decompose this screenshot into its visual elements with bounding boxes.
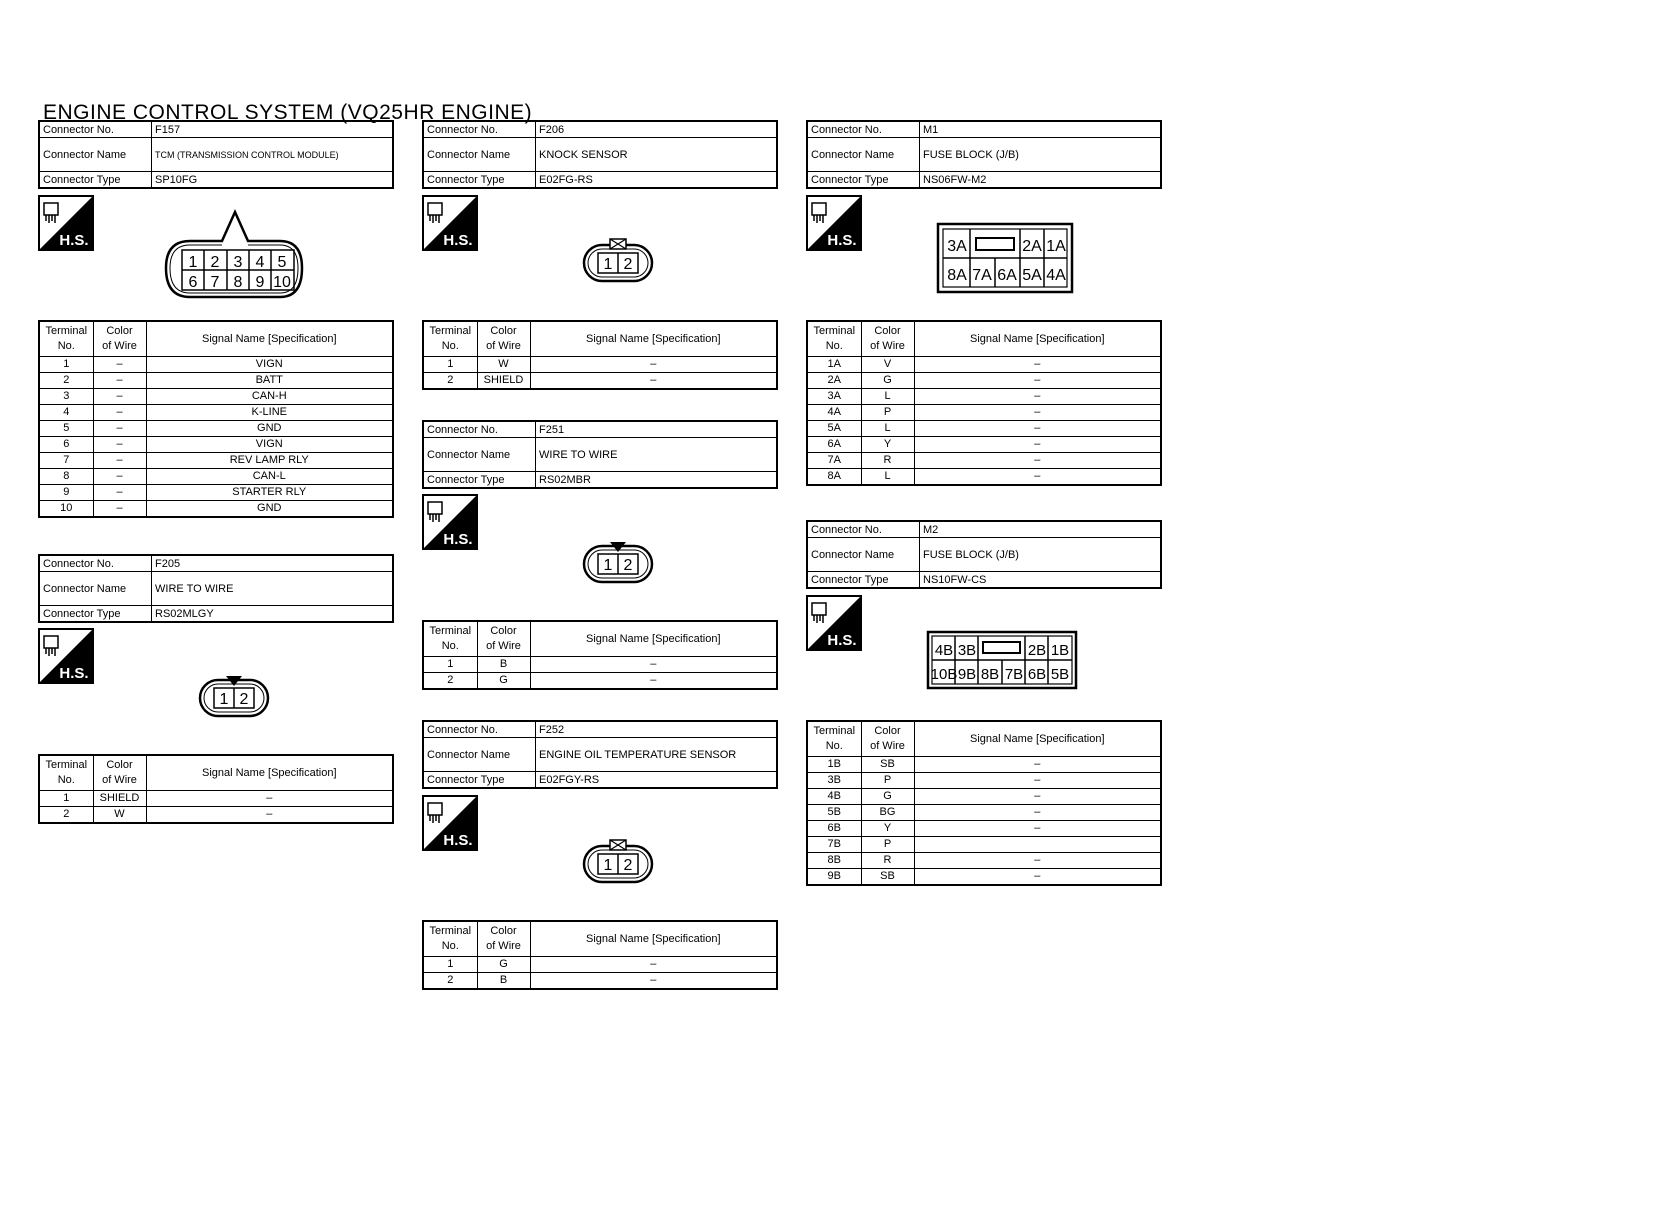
connector-diagram-m2 [926, 630, 1078, 690]
connector-name-value: FUSE BLOCK (J/B) [920, 538, 1162, 572]
col-terminal-line2: No. [441, 340, 459, 352]
harness-side-icon [422, 494, 478, 550]
pin-label: 3B [957, 642, 977, 659]
connector-info-f252 [422, 720, 778, 789]
col-color-line2: of Wire [486, 940, 521, 952]
table-row [807, 373, 1161, 389]
table-row [39, 421, 393, 437]
terminal-cell: 3B [807, 773, 861, 789]
pin-label: 7B [1004, 666, 1024, 683]
wire-color-cell: G [477, 957, 530, 973]
table-row [39, 389, 393, 405]
terminal-cell: 8 [39, 469, 93, 485]
terminal-cell: 2 [39, 807, 93, 824]
pin-label: 3A [947, 238, 967, 255]
col-signal: Signal Name [Specification] [530, 321, 777, 357]
signal-name-cell: – [914, 789, 1161, 805]
terminal-cell: 7A [807, 453, 861, 469]
connector-diagram-f205 [196, 670, 272, 720]
hs-label: H.S. [827, 232, 857, 249]
table-row [39, 485, 393, 501]
col-terminal-line2: No. [825, 740, 843, 752]
table-row [807, 405, 1161, 421]
terminal-cell: 9 [39, 485, 93, 501]
hs-label: H.S. [443, 531, 473, 548]
pin-label: 8B [980, 666, 1000, 683]
signal-name-cell: – [914, 853, 1161, 869]
wire-color-cell: – [93, 437, 146, 453]
signal-name-cell: – [914, 389, 1161, 405]
signal-name-cell [914, 837, 1161, 853]
label-connector-type: Connector Type [423, 172, 536, 189]
signal-name-cell: – [914, 821, 1161, 837]
col-color-line2: of Wire [486, 340, 521, 352]
wire-color-cell: BG [861, 805, 914, 821]
col-color-line2: of Wire [102, 340, 137, 352]
pin-label: 8 [233, 274, 243, 291]
table-row [39, 469, 393, 485]
pin-label: 6A [997, 267, 1017, 284]
table-row [807, 437, 1161, 453]
connector-no-value: M1 [920, 121, 1162, 138]
terminal-cell: 3A [807, 389, 861, 405]
pin-label: 5B [1050, 666, 1070, 683]
terminal-cell: 4B [807, 789, 861, 805]
wire-color-cell: W [93, 807, 146, 824]
terminal-cell: 6 [39, 437, 93, 453]
terminal-cell: 4 [39, 405, 93, 421]
terminal-table-f252 [422, 920, 778, 990]
signal-name-cell: BATT [146, 373, 393, 389]
label-connector-name: Connector Name [423, 138, 536, 172]
connector-type-value: NS06FW-M2 [920, 172, 1162, 189]
signal-name-cell: – [914, 453, 1161, 469]
connector-diagram-f252 [580, 836, 656, 886]
connector-no-value: F205 [152, 555, 394, 572]
table-row [807, 389, 1161, 405]
pin-label: 2A [1022, 238, 1042, 255]
connector-name-value: KNOCK SENSOR [536, 138, 778, 172]
pin-label: 2B [1027, 642, 1047, 659]
table-row [807, 805, 1161, 821]
col-color [93, 755, 146, 791]
col-color-line2: of Wire [486, 640, 521, 652]
col-color [861, 721, 914, 757]
terminal-cell: 2 [423, 673, 477, 690]
wire-color-cell: L [861, 421, 914, 437]
wire-color-cell: P [861, 405, 914, 421]
table-row [807, 469, 1161, 486]
pin-label: 6B [1027, 666, 1047, 683]
terminal-cell: 5A [807, 421, 861, 437]
label-connector-type: Connector Type [39, 172, 152, 189]
table-row [39, 807, 393, 824]
harness-side-icon [38, 628, 94, 684]
col-terminal [423, 321, 477, 357]
col-color-line2: of Wire [870, 740, 905, 752]
pin-label: 1B [1050, 642, 1070, 659]
wire-color-cell: G [477, 673, 530, 690]
connector-name-value: TCM (TRANSMISSION CONTROL MODULE) [152, 138, 394, 172]
signal-name-cell: – [530, 373, 777, 390]
harness-side-icon [806, 595, 862, 651]
terminal-table-m1 [806, 320, 1162, 486]
table-row [39, 373, 393, 389]
label-connector-no: Connector No. [423, 421, 536, 438]
wire-color-cell: Y [861, 821, 914, 837]
col-color-line2: of Wire [102, 774, 137, 786]
table-row [423, 373, 777, 390]
col-terminal-line2: No. [441, 640, 459, 652]
label-connector-type: Connector Type [807, 172, 920, 189]
wire-color-cell: SB [861, 757, 914, 773]
harness-side-icon [422, 795, 478, 851]
table-row [39, 501, 393, 518]
col-color [477, 621, 530, 657]
terminal-cell: 2 [423, 373, 477, 390]
connector-type-value: RS02MLGY [152, 606, 394, 623]
terminal-table-f157 [38, 320, 394, 518]
signal-name-cell: – [914, 869, 1161, 886]
table-row [807, 789, 1161, 805]
pin-label: 7A [972, 267, 992, 284]
table-row [807, 837, 1161, 853]
connector-type-value: E02FGY-RS [536, 772, 778, 789]
terminal-cell: 6A [807, 437, 861, 453]
wire-color-cell: L [861, 389, 914, 405]
signal-name-cell: K-LINE [146, 405, 393, 421]
signal-name-cell: VIGN [146, 357, 393, 373]
pin-label: 7 [210, 274, 220, 291]
terminal-cell: 2A [807, 373, 861, 389]
signal-name-cell: – [530, 657, 777, 673]
connector-name-value: WIRE TO WIRE [536, 438, 778, 472]
harness-side-icon [422, 195, 478, 251]
col-terminal [807, 321, 861, 357]
wire-color-cell: – [93, 421, 146, 437]
table-row [807, 821, 1161, 837]
pin-label: 10B [930, 666, 958, 683]
terminal-cell: 2 [423, 973, 477, 990]
signal-name-cell: CAN-H [146, 389, 393, 405]
terminal-cell: 5B [807, 805, 861, 821]
signal-name-cell: – [914, 421, 1161, 437]
label-connector-no: Connector No. [423, 721, 536, 738]
pin-label: 4 [255, 254, 265, 271]
label-connector-name: Connector Name [807, 138, 920, 172]
pin-label: 1 [603, 857, 613, 874]
pin-label: 1 [188, 254, 198, 271]
label-connector-name: Connector Name [39, 572, 152, 606]
signal-name-cell: – [914, 405, 1161, 421]
connector-no-value: F206 [536, 121, 778, 138]
col-signal: Signal Name [Specification] [146, 755, 393, 791]
col-terminal-line2: No. [57, 774, 75, 786]
table-row [423, 957, 777, 973]
col-terminal-line1: Terminal [45, 325, 88, 337]
label-connector-type: Connector Type [423, 472, 536, 489]
terminal-cell: 1A [807, 357, 861, 373]
label-connector-no: Connector No. [39, 121, 152, 138]
wire-color-cell: B [477, 657, 530, 673]
table-row [39, 453, 393, 469]
col-terminal-line2: No. [57, 340, 75, 352]
label-connector-no: Connector No. [423, 121, 536, 138]
terminal-cell: 6B [807, 821, 861, 837]
terminal-cell: 1 [39, 357, 93, 373]
connector-type-value: NS10FW-CS [920, 572, 1162, 589]
wire-color-cell: W [477, 357, 530, 373]
col-terminal-line1: Terminal [429, 625, 472, 637]
wire-color-cell: G [861, 789, 914, 805]
terminal-cell: 3 [39, 389, 93, 405]
signal-name-cell: CAN-L [146, 469, 393, 485]
harness-side-icon [806, 195, 862, 251]
hs-label: H.S. [827, 632, 857, 649]
signal-name-cell: – [914, 773, 1161, 789]
signal-name-cell: – [914, 373, 1161, 389]
label-connector-type: Connector Type [423, 772, 536, 789]
signal-name-cell: STARTER RLY [146, 485, 393, 501]
col-terminal [39, 755, 93, 791]
col-terminal-line1: Terminal [813, 325, 856, 337]
wire-color-cell: – [93, 357, 146, 373]
terminal-table-m2 [806, 720, 1162, 886]
terminal-cell: 8B [807, 853, 861, 869]
pin-label: 1 [603, 256, 613, 273]
pin-label: 9B [957, 666, 977, 683]
wire-color-cell: – [93, 485, 146, 501]
col-terminal [423, 921, 477, 957]
terminal-cell: 1 [423, 357, 477, 373]
wire-color-cell: – [93, 453, 146, 469]
signal-name-cell: – [530, 673, 777, 690]
wire-color-cell: – [93, 389, 146, 405]
connector-info-f251 [422, 420, 778, 489]
signal-name-cell: REV LAMP RLY [146, 453, 393, 469]
connector-name-value: WIRE TO WIRE [152, 572, 394, 606]
terminal-cell: 1 [423, 657, 477, 673]
table-row [423, 973, 777, 990]
table-row [39, 357, 393, 373]
label-connector-name: Connector Name [39, 138, 152, 172]
col-color [477, 321, 530, 357]
connector-info-f206 [422, 120, 778, 189]
signal-name-cell: GND [146, 421, 393, 437]
wire-color-cell: – [93, 405, 146, 421]
connector-type-value: RS02MBR [536, 472, 778, 489]
signal-name-cell: – [530, 973, 777, 990]
connector-no-value: F157 [152, 121, 394, 138]
table-row [807, 773, 1161, 789]
connector-type-value: SP10FG [152, 172, 394, 189]
signal-name-cell: VIGN [146, 437, 393, 453]
label-connector-no: Connector No. [807, 121, 920, 138]
wire-color-cell: P [861, 773, 914, 789]
col-color-line1: Color [490, 625, 517, 637]
table-row [807, 853, 1161, 869]
terminal-cell: 1 [39, 791, 93, 807]
col-signal: Signal Name [Specification] [146, 321, 393, 357]
table-row [807, 421, 1161, 437]
table-row [807, 869, 1161, 886]
wire-color-cell: R [861, 853, 914, 869]
pin-label: 6 [188, 274, 198, 291]
hs-label: H.S. [59, 665, 89, 682]
col-terminal-line1: Terminal [429, 325, 472, 337]
wire-color-cell: SB [861, 869, 914, 886]
col-signal: Signal Name [Specification] [914, 721, 1161, 757]
col-terminal [807, 721, 861, 757]
col-color-line1: Color [490, 925, 517, 937]
signal-name-cell: – [914, 469, 1161, 486]
wire-color-cell: SHIELD [477, 373, 530, 390]
table-row [39, 791, 393, 807]
col-signal: Signal Name [Specification] [530, 921, 777, 957]
col-terminal-line1: Terminal [813, 725, 856, 737]
wire-color-cell: L [861, 469, 914, 486]
col-color-line1: Color [490, 325, 517, 337]
table-row [39, 405, 393, 421]
col-terminal-line2: No. [441, 940, 459, 952]
connector-diagram-f206 [580, 235, 656, 285]
terminal-cell: 2 [39, 373, 93, 389]
connector-diagram-f157 [160, 208, 310, 303]
table-row [39, 437, 393, 453]
col-signal: Signal Name [Specification] [530, 621, 777, 657]
connector-diagram-m1 [936, 222, 1074, 294]
hs-label: H.S. [443, 832, 473, 849]
harness-side-icon [38, 195, 94, 251]
col-signal: Signal Name [Specification] [914, 321, 1161, 357]
table-row [423, 657, 777, 673]
connector-info-m1 [806, 120, 1162, 189]
terminal-table-f251 [422, 620, 778, 690]
wire-color-cell: – [93, 373, 146, 389]
pin-label: 3 [233, 254, 243, 271]
signal-name-cell: – [530, 957, 777, 973]
wire-color-cell: SHIELD [93, 791, 146, 807]
pin-label: 2 [623, 857, 633, 874]
signal-name-cell: – [146, 791, 393, 807]
col-color [477, 921, 530, 957]
connector-name-value: ENGINE OIL TEMPERATURE SENSOR [536, 738, 778, 772]
pin-label: 2 [210, 254, 220, 271]
terminal-cell: 9B [807, 869, 861, 886]
table-row [807, 757, 1161, 773]
pin-label: 1A [1046, 238, 1066, 255]
wire-color-cell: B [477, 973, 530, 990]
terminal-table-f206 [422, 320, 778, 390]
col-color-line1: Color [874, 725, 901, 737]
wire-color-cell: – [93, 469, 146, 485]
pin-label: 4B [934, 642, 954, 659]
wire-color-cell: R [861, 453, 914, 469]
table-row [423, 357, 777, 373]
terminal-table-f205 [38, 754, 394, 824]
col-color-line1: Color [106, 759, 133, 771]
col-color-line1: Color [874, 325, 901, 337]
pin-label: 2 [239, 691, 249, 708]
wire-color-cell: Y [861, 437, 914, 453]
connector-info-f205 [38, 554, 394, 623]
pin-label: 2 [623, 557, 633, 574]
signal-name-cell: – [914, 805, 1161, 821]
label-connector-no: Connector No. [807, 521, 920, 538]
connector-info-m2 [806, 520, 1162, 589]
connector-no-value: F252 [536, 721, 778, 738]
pin-label: 5A [1022, 267, 1042, 284]
pin-label: 9 [255, 274, 265, 291]
signal-name-cell: – [914, 757, 1161, 773]
table-row [807, 357, 1161, 373]
pin-label: 1 [603, 557, 613, 574]
label-connector-name: Connector Name [423, 438, 536, 472]
hs-label: H.S. [59, 232, 89, 249]
pin-label: 8A [947, 267, 967, 284]
terminal-cell: 8A [807, 469, 861, 486]
table-row [807, 453, 1161, 469]
terminal-cell: 1 [423, 957, 477, 973]
col-terminal-line2: No. [825, 340, 843, 352]
wire-color-cell: G [861, 373, 914, 389]
signal-name-cell: – [530, 357, 777, 373]
signal-name-cell: – [146, 807, 393, 824]
connector-name-value: FUSE BLOCK (J/B) [920, 138, 1162, 172]
label-connector-name: Connector Name [807, 538, 920, 572]
table-row [423, 673, 777, 690]
col-color-line1: Color [106, 325, 133, 337]
terminal-cell: 5 [39, 421, 93, 437]
signal-name-cell: – [914, 437, 1161, 453]
terminal-cell: 7B [807, 837, 861, 853]
label-connector-type: Connector Type [39, 606, 152, 623]
pin-label: 10 [273, 274, 291, 291]
col-terminal-line1: Terminal [429, 925, 472, 937]
label-connector-name: Connector Name [423, 738, 536, 772]
wire-color-cell: V [861, 357, 914, 373]
connector-type-value: E02FG-RS [536, 172, 778, 189]
col-color [861, 321, 914, 357]
pin-label: 4A [1046, 267, 1066, 284]
col-terminal [39, 321, 93, 357]
terminal-cell: 10 [39, 501, 93, 518]
label-connector-no: Connector No. [39, 555, 152, 572]
hs-label: H.S. [443, 232, 473, 249]
col-terminal-line1: Terminal [45, 759, 88, 771]
page-title: ENGINE CONTROL SYSTEM (VQ25HR ENGINE) [43, 101, 533, 124]
connector-no-value: M2 [920, 521, 1162, 538]
pin-label: 5 [277, 254, 287, 271]
connector-info-f157 [38, 120, 394, 189]
pin-label: 1 [219, 691, 229, 708]
connector-diagram-f251 [580, 536, 656, 586]
terminal-cell: 4A [807, 405, 861, 421]
col-color-line2: of Wire [870, 340, 905, 352]
col-color [93, 321, 146, 357]
label-connector-type: Connector Type [807, 572, 920, 589]
wire-color-cell: – [93, 501, 146, 518]
signal-name-cell: – [914, 357, 1161, 373]
wire-color-cell: P [861, 837, 914, 853]
terminal-cell: 1B [807, 757, 861, 773]
connector-no-value: F251 [536, 421, 778, 438]
terminal-cell: 7 [39, 453, 93, 469]
col-terminal [423, 621, 477, 657]
pin-label: 2 [623, 256, 633, 273]
signal-name-cell: GND [146, 501, 393, 518]
